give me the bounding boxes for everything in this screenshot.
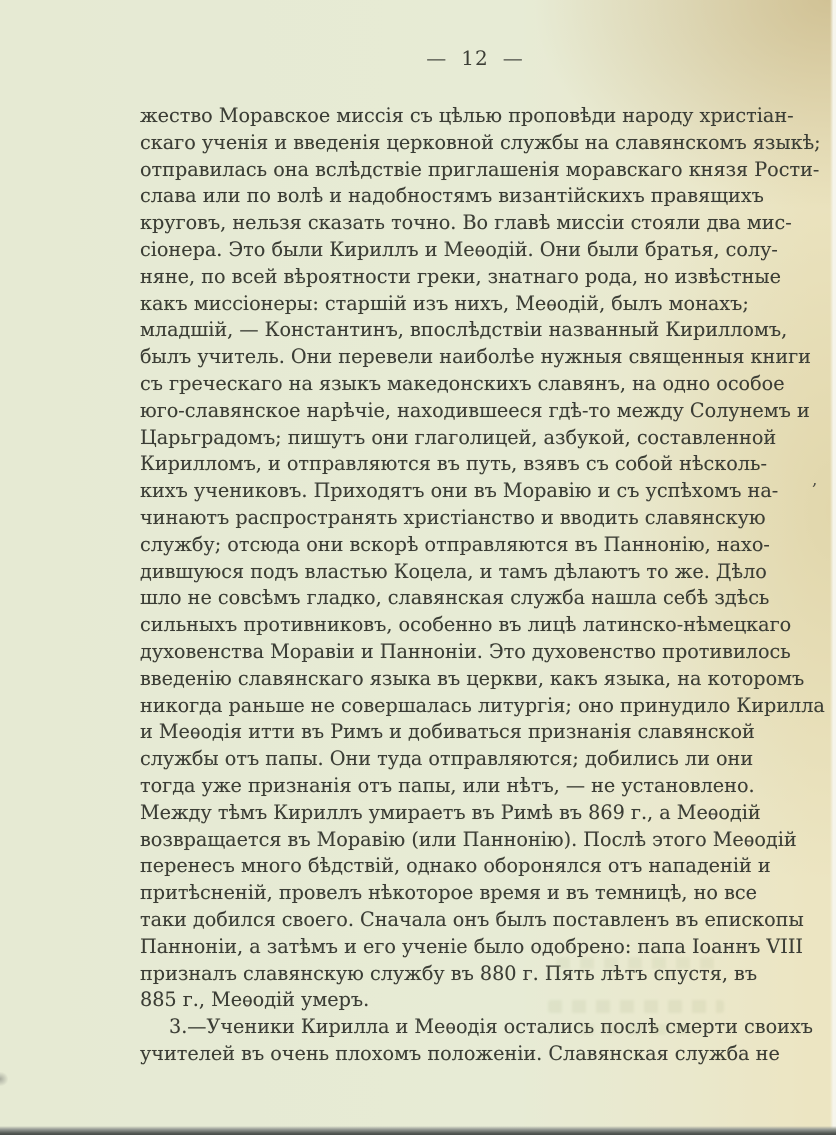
- header-dash-left: —: [426, 46, 448, 70]
- text-line: чинаютъ распространять христіанство и вводить славянскую: [140, 505, 766, 529]
- text-line: учителей въ очень плохомъ положеніи. Славянская служба не: [140, 1041, 780, 1065]
- text-line: призналъ славянскую службу въ 880 г. Пять лѣтъ спустя, въ: [140, 961, 758, 985]
- text-line: службы отъ папы. Они туда отправляются; добились ли они: [140, 747, 754, 771]
- text-line: возвращается въ Моравію (или Паннонію). Послѣ этого Меѳодій: [140, 827, 797, 851]
- text-block: [140, 103, 825, 1068]
- text-line: Между тѣмъ Кириллъ умираетъ въ Римѣ въ 869 г., а Меѳодій: [140, 800, 761, 824]
- text-line: жество Моравское миссія съ цѣлью проповѣди народу христіан-: [140, 104, 794, 127]
- text-line: сіонера. Это были Кириллъ и Меѳодій. Они были братья, солу-: [140, 237, 778, 261]
- page-number: 12: [461, 46, 489, 70]
- scan-right-edge: [830, 0, 836, 1135]
- ink-speck: ,: [812, 470, 818, 490]
- text-line: съ греческаго на языкъ македонскихъ славянъ, на одно особое: [140, 371, 785, 395]
- show-through-mark: [556, 957, 724, 969]
- show-through-mark: [548, 1000, 724, 1013]
- text-line: Кирилломъ, и отправляются въ путь, взявъ съ собой нѣсколь-: [140, 452, 767, 476]
- text-line: младшій, — Константинъ, впослѣдствіи названный Кирилломъ,: [140, 318, 788, 342]
- text-line: былъ учитель. Они перевели наиболѣе нужныя священныя книги: [140, 345, 811, 369]
- text-line: 3.—Ученики Кирилла и Меѳодія остались послѣ смерти своихъ: [169, 1015, 813, 1039]
- text-line: сильныхъ противниковъ, особенно въ лицѣ латинско-нѣмецкаго: [140, 613, 792, 637]
- show-through-mark: [580, 1024, 700, 1035]
- text-line: духовенства Моравіи и Панноніи. Это духовенство противилось: [140, 639, 791, 663]
- text-line: введенію славянскаго языка въ церкви, какъ языка, на которомъ: [140, 666, 805, 690]
- text-line: Царьградомъ; пишутъ они глаголицей, азбукой, составленной: [140, 425, 777, 449]
- header-dash-right: —: [502, 46, 524, 70]
- edge-smudge: [0, 1072, 8, 1086]
- text-line: тогда уже признанія отъ папы, или нѣтъ, — не установлено.: [140, 773, 755, 797]
- text-line: Панноніи, а затѣмъ и его ученіе было одобрено: папа Іоаннъ VIII: [140, 934, 804, 958]
- text-line: слава или по волѣ и надобностямъ византійскихъ правящихъ: [140, 184, 764, 208]
- text-line: круговъ, нельзя сказать точно. Во главѣ миссіи стояли два мис-: [140, 211, 792, 235]
- text-line: службу; отсюда они вскорѣ отправляются въ Паннонію, нахо-: [140, 532, 770, 556]
- text-line: 885 г., Меѳодій умеръ.: [140, 988, 370, 1012]
- text-line: дившуюся подъ властью Коцела, и тамъ дѣлаютъ то же. Дѣло: [140, 559, 767, 583]
- text-line: юго-славянское нарѣчіе, находившееся гдѣ-то между Солунемъ и: [140, 398, 810, 422]
- text-line: и Меѳодія итти въ Римъ и добиваться признанія славянской: [140, 720, 755, 744]
- text-line: притѣсненій, провелъ нѣкоторое время и въ темницѣ, но все: [140, 881, 757, 905]
- text-line: какъ миссіонеры: старшій изъ нихъ, Меѳодій, былъ монахъ;: [140, 291, 749, 315]
- text-line: отправилась она вслѣдствіе приглашенія моравскаго князя Рости-: [140, 157, 820, 181]
- text-line: шло не совсѣмъ гладко, славянская служба нашла себѣ здѣсь: [140, 586, 770, 610]
- text-line: перенесъ много бѣдствій, однако оборонялся отъ нападеній и: [140, 854, 771, 878]
- text-line: няне, по всей вѣроятности греки, знатнаго рода, но извѣстные: [140, 264, 782, 288]
- text-line: скаго ученія и введенія церковной службы на славянскомъ языкѣ;: [140, 130, 821, 154]
- text-line: таки добился своего. Сначала онъ былъ поставленъ въ епископы: [140, 907, 804, 931]
- text-line: никогда раньше не совершалась литургія; оно принудило Кирилла: [140, 693, 825, 717]
- page-header: [390, 46, 560, 70]
- text-line: кихъ учениковъ. Приходятъ они въ Моравію и съ успѣхомъ на-: [140, 479, 779, 503]
- scan-bottom-edge: [0, 1126, 836, 1135]
